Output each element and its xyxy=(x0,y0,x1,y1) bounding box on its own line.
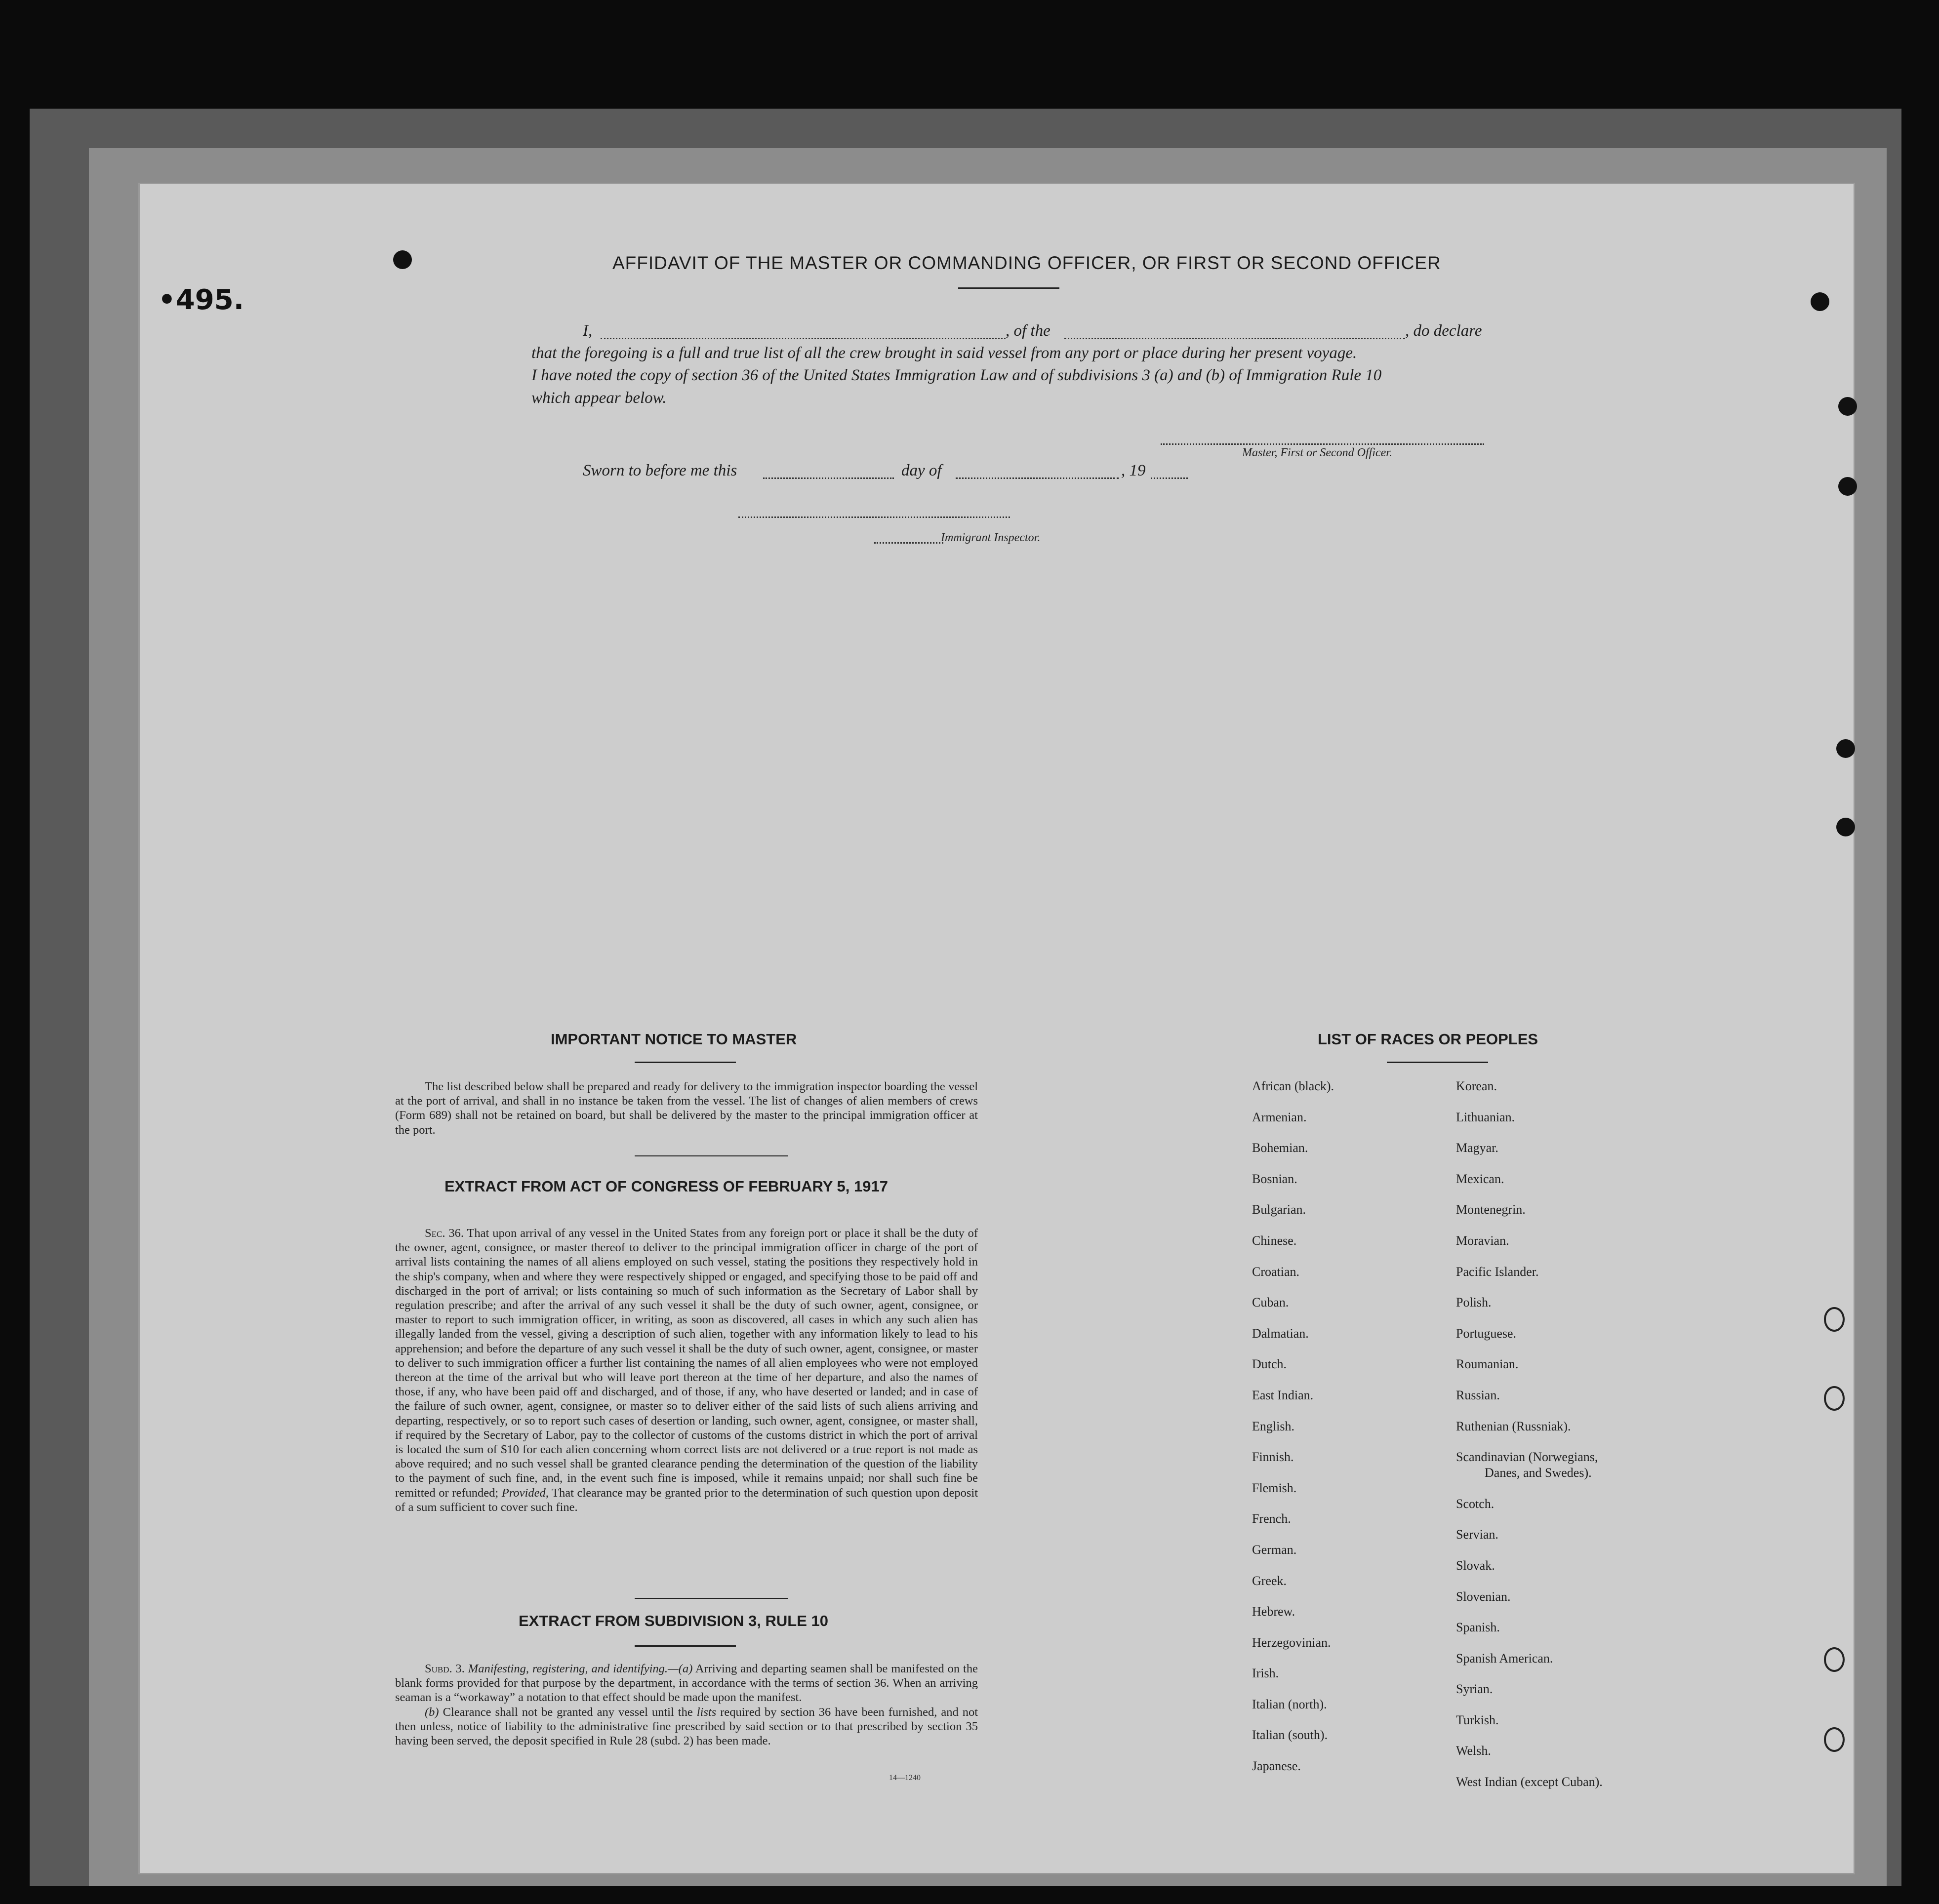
affidavit-title: AFFIDAVIT OF THE MASTER OR COMMANDING OFFICER, OR FIRST OR SECOND OFFICER xyxy=(612,253,1441,273)
affidavit-title-rule xyxy=(958,287,1059,289)
notice-body xyxy=(395,1079,978,1137)
form-number: 14—1240 xyxy=(889,1774,921,1782)
race-item: East Indian. xyxy=(1252,1388,1314,1402)
ring-hole-icon xyxy=(1824,1727,1845,1752)
rule-subd-heading: Manifesting, registering, and identifying.—(a) xyxy=(468,1662,693,1675)
races-column-1 xyxy=(1252,1079,1334,1790)
affidavit-line1-of-the: , of the xyxy=(1006,322,1050,340)
race-item: French. xyxy=(1252,1511,1291,1526)
act-section-text: That upon arrival of any vessel in the United States from any foreign port or place it shall be the duty of the owner, agent, consignee, or master thereof to deliver to the principal immigration officer in charge of the port of arrival lists containing the names of all aliens employed on such vessel, stating the positions they respectively hold in the ship's company, when and where they were respectively shipped or engaged, and specifying those to be paid off and discharged in the port of arrival; or lists containing so much of such information as the Secretary of Labor shall by regulation prescribe; and after the arrival of any such vessel it shall be the duty of such owner, agent, consignee, or master to report to such immigration officer, in writing, as soon as discovered, all cases in which any such alien has illegally landed from the vessel, giving a description of such alien, together with any information likely to lead to his apprehension; and before the departure of any such vessel it shall be the duty of such owner, agent, consignee, or master to deliver to such immigration officer a further list containing the names of all alien employees who were not employed thereon at the time of the arrival but who will leave port thereon at the time of her departure, and also the names of those, if any, who have been paid off and discharged, and of those, if any, who have deserted or landed; and in case of the failure of such owner, agent, consignee, or master so to deliver either of the said lists of such aliens arriving and departing, respectively, or so to report such cases of desertion or landing, such owner, agent, consignee, or master shall, if required by the Secretary of Labor, pay to the collector of customs of the customs district in which the port of arrival is located the sum of $10 for each alien concerning whom correct lists are not delivered or a true report is not made as above required; and no such vessel shall be granted clearance pending the determination of the question of the liability to the payment of such fine, and, in the event such fine is imposed, while it remains unpaid; nor shall such fine be remitted or refunded; xyxy=(395,1227,978,1500)
sworn-day-blank[interactable] xyxy=(763,477,894,479)
punch-hole-icon xyxy=(1836,818,1855,836)
punch-hole-icon xyxy=(1838,477,1857,496)
vessel-name-blank[interactable] xyxy=(1064,338,1405,339)
races-title: LIST OF RACES OR PEOPLES xyxy=(1318,1031,1538,1048)
races-column-2 xyxy=(1456,1079,1603,1806)
race-item: Bohemian. xyxy=(1252,1141,1308,1155)
rule-para-b-1: Clearance shall not be granted any vessel until the xyxy=(443,1705,693,1719)
race-item: Slovak. xyxy=(1456,1558,1495,1573)
race-item: Armenian. xyxy=(1252,1110,1307,1124)
race-item: Montenegrin. xyxy=(1456,1202,1526,1217)
affidavit-line1-i: I, xyxy=(583,322,593,340)
rule-para-a: Arriving and departing seamen shall be manifested on the blank forms provided for that purpose by the department, in accordance with the terms of section 36. When an arriving seaman is a “workaway” a notation to that effect should be made upon the manifest. xyxy=(395,1662,978,1705)
race-item: Bulgarian. xyxy=(1252,1202,1306,1217)
act-extract-body xyxy=(395,1226,978,1514)
punch-hole-icon xyxy=(393,250,412,269)
notice-end-rule xyxy=(635,1155,788,1156)
act-section-label: Sec. 36. xyxy=(425,1227,464,1240)
inspector-name-line xyxy=(874,542,943,544)
race-item: Magyar. xyxy=(1456,1141,1498,1155)
affidavit-line2: that the foregoing is a full and true list of all the crew brought in said vessel from any port or place during her present voyage. xyxy=(531,344,1357,362)
race-item: Korean. xyxy=(1456,1079,1497,1093)
race-item: Bosnian. xyxy=(1252,1171,1297,1186)
affidavit-line4: which appear below. xyxy=(531,389,667,407)
sworn-year-blank[interactable] xyxy=(1151,477,1188,479)
act-proviso-label: Provided, xyxy=(501,1486,549,1500)
master-name-blank[interactable] xyxy=(601,338,1006,339)
ring-hole-icon xyxy=(1824,1647,1845,1672)
stamp-number: •495. xyxy=(158,284,244,316)
race-item: Chinese. xyxy=(1252,1233,1297,1248)
inspector-caption: Immigrant Inspector. xyxy=(941,531,1041,544)
master-signature-blank[interactable] xyxy=(1161,443,1484,445)
rule-extract-title-rule xyxy=(635,1645,736,1647)
race-item: Portuguese. xyxy=(1456,1326,1517,1341)
master-signature-caption: Master, First or Second Officer. xyxy=(1242,446,1392,459)
sworn-month-blank[interactable] xyxy=(956,477,1119,479)
race-item: Ruthenian (Russniak). xyxy=(1456,1419,1571,1433)
rule-subd-label: Subd. 3. xyxy=(425,1662,465,1675)
race-item: Italian (north). xyxy=(1252,1697,1327,1711)
rule-para-b-lists: lists xyxy=(696,1705,717,1719)
race-item: Spanish American. xyxy=(1456,1651,1553,1666)
race-item: Turkish. xyxy=(1456,1712,1499,1727)
ring-hole-icon xyxy=(1824,1386,1845,1411)
race-item: Pacific Islander. xyxy=(1456,1264,1539,1279)
race-item: Irish. xyxy=(1252,1666,1279,1681)
act-end-rule xyxy=(635,1598,788,1599)
race-item: Polish. xyxy=(1456,1295,1492,1310)
punch-hole-icon xyxy=(1838,397,1857,416)
notice-title: IMPORTANT NOTICE TO MASTER xyxy=(551,1031,797,1048)
act-extract-title: EXTRACT FROM ACT OF CONGRESS OF FEBRUARY 5, 1917 xyxy=(444,1178,888,1195)
race-item: Slovenian. xyxy=(1456,1589,1511,1604)
race-item: Dutch. xyxy=(1252,1357,1287,1372)
race-item: Syrian. xyxy=(1456,1682,1493,1697)
affidavit-line3: I have noted the copy of section 36 of the United States Immigration Law and of subdivisions 3 (a) and (b) of Immigration Rule 10 xyxy=(531,366,1382,384)
punch-hole-icon xyxy=(1836,739,1855,758)
race-item: Dalmatian. xyxy=(1252,1326,1309,1341)
races-title-rule xyxy=(1387,1062,1488,1063)
race-item: English. xyxy=(1252,1419,1294,1433)
rule-extract-body xyxy=(395,1662,978,1748)
act-proviso-text: That clearance may be granted prior to the determination of such question upon deposit of a sum sufficient to cover such fine. xyxy=(395,1486,978,1514)
race-item: African (black). xyxy=(1252,1079,1334,1093)
race-item: Danes, and Swedes). xyxy=(1485,1466,1592,1480)
race-item: West Indian (except Cuban). xyxy=(1456,1775,1603,1789)
race-item: Scotch. xyxy=(1456,1496,1495,1511)
notice-title-rule xyxy=(635,1062,736,1063)
race-item: Herzegovinian. xyxy=(1252,1635,1331,1650)
race-item: Moravian. xyxy=(1456,1233,1509,1248)
notice-body-text: The list described below shall be prepared and ready for delivery to the immigration inspector boarding the vessel at the port of arrival, and shall in no instance be taken from the vessel. The list of changes of alien members of crews (Form 689) shall not be retained on board, but shall be delivered by the master to the principal immigration officer at the port. xyxy=(395,1080,978,1137)
race-item: Japanese. xyxy=(1252,1759,1301,1774)
affidavit-line1-declare: , do declare xyxy=(1405,322,1482,340)
rule-extract-title: EXTRACT FROM SUBDIVISION 3, RULE 10 xyxy=(519,1612,828,1629)
race-item: Italian (south). xyxy=(1252,1728,1328,1743)
race-item: Croatian. xyxy=(1252,1264,1300,1279)
sworn-text: Sworn to before me this xyxy=(583,462,737,479)
race-item: German. xyxy=(1252,1542,1297,1557)
race-item: Welsh. xyxy=(1456,1744,1491,1758)
race-item: Russian. xyxy=(1456,1388,1500,1402)
rule-para-b-2: required by section 36 have been furnished, and not then unless, notice of liability to the administrative fine prescribed by said section or to that prescribed by section 35 having been served, the deposit specified in Rule 28 (subd. 2) has been made. xyxy=(395,1705,978,1748)
ring-hole-icon xyxy=(1824,1307,1845,1332)
race-item: Spanish. xyxy=(1456,1620,1500,1635)
race-item: Scandinavian (Norwegians, xyxy=(1456,1450,1598,1465)
race-item: Cuban. xyxy=(1252,1295,1289,1310)
race-item: Greek. xyxy=(1252,1573,1287,1588)
race-item: Servian. xyxy=(1456,1527,1498,1542)
sworn-year-prefix: , 19 xyxy=(1121,462,1146,479)
race-item: Finnish. xyxy=(1252,1450,1294,1465)
race-item: Mexican. xyxy=(1456,1171,1504,1186)
punch-hole-icon xyxy=(1811,292,1829,311)
race-item: Flemish. xyxy=(1252,1480,1297,1495)
race-item: Lithuanian. xyxy=(1456,1110,1515,1124)
sworn-day-of: day of xyxy=(901,462,942,479)
rule-b-label: (b) xyxy=(425,1705,439,1719)
inspector-signature-blank[interactable] xyxy=(738,516,1010,518)
race-item: Roumanian. xyxy=(1456,1357,1519,1372)
race-item: Hebrew. xyxy=(1252,1604,1295,1619)
